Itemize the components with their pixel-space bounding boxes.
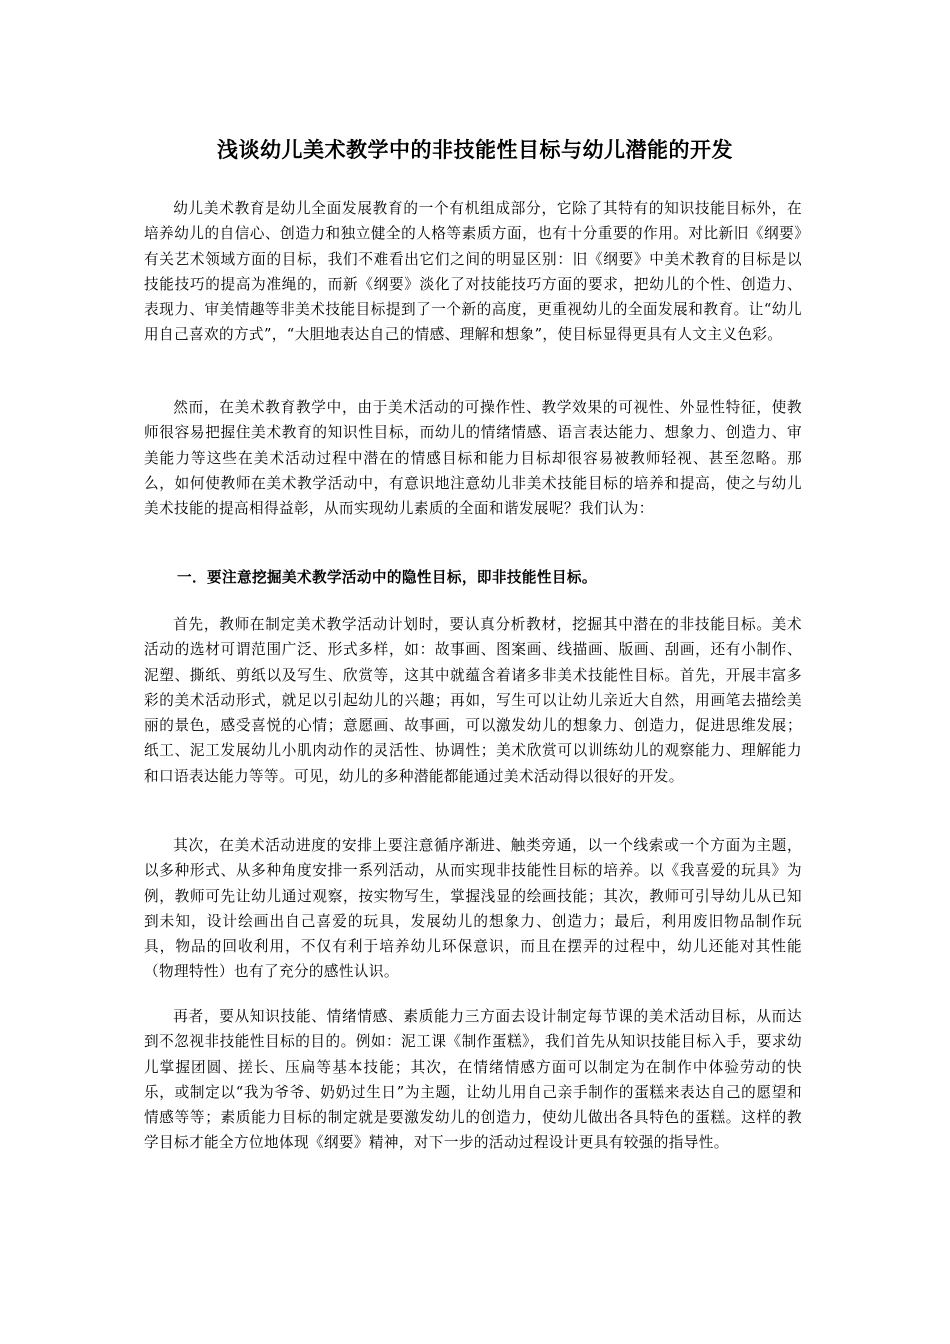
paragraph-intro: 幼儿美术教育是幼儿全面发展教育的一个有机组成部分，它除了其特有的知识技能目标外，在培养幼儿的自信心、创造力和独立健全的人格等素质方面，也有十分重要的作用。对比新旧《纲要》有关艺术领域方面的目标，我们不难看出它们之间的明显区别：旧《纲要》中美术教育的目标是以技能技巧的提高为准绳的，而新《纲要》淡化了对技能技巧方面的要求，把幼儿的个性、创造力、表现力、审美情趣等非美术技能目标提到了一个新的高度，更重视幼儿的全面发展和教育。让“幼儿用自己喜欢的方式”，“大胆地表达自己的情感、理解和想象”，使目标显得更具有人文主义色彩。 — [144, 200, 802, 344]
paragraph-problem: 然而，在美术教育教学中，由于美术活动的可操作性、教学效果的可视性、外显性特征，使教师很容易把握住美术教育的知识性目标，而幼儿的情绪情感、语言表达能力、想象力、创造力、审美能力等这些在美术活动过程中潜在的情感目标和能力目标却很容易被教师轻视、甚至忽略。那么，如何使教师在美术教学活动中，有意识地注意幼儿非美术技能目标的培养和提高，使之与幼儿美术技能的提高相得益彰，从而实现幼儿素质的全面和谐发展呢？我们认为： — [144, 399, 802, 518]
section-heading: 一．要注意挖掘美术教学活动中的隐性目标，即非技能性目标。 — [177, 569, 597, 586]
paragraph-second: 其次，在美术活动进度的安排上要注意循序渐进、触类旁通，以一个线索或一个方面为主题，以多种形式、从多种角度安排一系列活动，从而实现非技能性目标的培养。以《我喜爱的玩具》为例，教师可先让幼儿通过观察，按实物写生，掌握浅显的绘画技能；其次，教师可引导幼儿从已知到未知，设计绘画出自己喜爱的玩具，发展幼儿的想象力、创造力；最后，利用废旧物品制作玩具，物品的回收利用，不仅有利于培养幼儿环保意识，而且在摆弄的过程中，幼儿还能对其性能（物理特性）也有了充分的感性认识。 — [144, 837, 802, 981]
document-title: 浅谈幼儿美术教学中的非技能性目标与幼儿潜能的开发 — [217, 138, 733, 162]
paragraph-first: 首先，教师在制定美术教学活动计划时，要认真分析教材，挖掘其中潜在的非技能目标。美术活动的选材可谓范围广泛、形式多样，如：故事画、图案画、线描画、版画、刮画，还有小制作、泥塑、撕纸、剪纸以及写生、欣赏等，这其中就蕴含着诸多非美术技能性目标。首先，开展丰富多彩的美术活动形式，就足以引起幼儿的兴趣；再如，写生可以让幼儿亲近大自然，用画笔去描绘美丽的景色，感受喜悦的心情；意愿画、故事画，可以激发幼儿的想象力、创造力，促进思维发展；纸工、泥工发展幼儿小肌肉动作的灵活性、协调性；美术欣赏可以训练幼儿的观察能力、理解能力和口语表达能力等等。可见，幼儿的多种潜能都能通过美术活动得以很好的开发。 — [144, 616, 802, 785]
paragraph-third: 再者，要从知识技能、情绪情感、素质能力三方面去设计制定每节课的美术活动目标，从而达到不忽视非技能性目标的目的。例如：泥工课《制作蛋糕》，我们首先从知识技能目标入手，要求幼儿掌握团圆、搓长、压扁等基本技能；其次，在情绪情感方面可以制定为在制作中体验劳动的快乐，或制定以“我为爷爷、奶奶过生日”为主题，让幼儿用自己亲手制作的蛋糕来表达自己的愿望和情感等等；素质能力目标的制定就是要激发幼儿的创造力，使幼儿做出各具特色的蛋糕。这样的教学目标才能全方位地体现《纲要》精神，对下一步的活动过程设计更具有较强的指导性。 — [144, 1008, 802, 1152]
